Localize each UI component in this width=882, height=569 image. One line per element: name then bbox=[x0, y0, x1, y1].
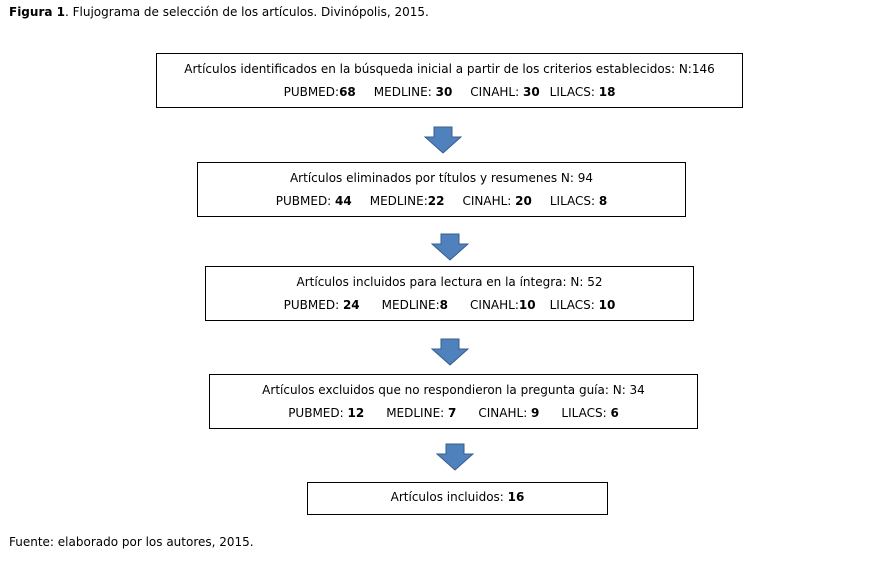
source-value: 8 bbox=[598, 194, 608, 208]
source-name: PUBMED: bbox=[288, 406, 348, 420]
flow-box-eliminated bbox=[197, 162, 686, 217]
source-name: MEDLINE: bbox=[369, 194, 428, 208]
flow-box-identified bbox=[156, 53, 743, 108]
source-value: 10 bbox=[518, 298, 536, 312]
box-title: Artículos identificados en la búsqueda inicial a partir de los criterios establecidos: N:146 bbox=[184, 62, 715, 76]
source-name: CINAHL: bbox=[470, 298, 519, 312]
source-pubmed bbox=[276, 194, 352, 208]
source-value: 44 bbox=[335, 194, 352, 208]
source-medline bbox=[370, 194, 445, 208]
source-name: PUBMED: bbox=[283, 85, 340, 99]
source-name: MEDLINE: bbox=[373, 85, 436, 99]
source-cinahl bbox=[462, 194, 531, 208]
box-title bbox=[308, 490, 607, 504]
source-cinahl bbox=[470, 85, 539, 99]
source-value: 20 bbox=[515, 194, 532, 208]
source-medline bbox=[374, 85, 453, 99]
figure-caption-text: . Flujograma de selección de los artículos. Divinópolis, 2015. bbox=[65, 5, 429, 19]
figure-label: Figura 1 bbox=[9, 5, 65, 19]
source-name: MEDLINE: bbox=[381, 298, 440, 312]
source-pubmed bbox=[288, 406, 364, 420]
included-value: 16 bbox=[507, 490, 525, 504]
source-counts bbox=[198, 194, 685, 208]
source-name: MEDLINE: bbox=[386, 406, 449, 420]
source-name: LILACS: bbox=[549, 85, 599, 99]
source-value: 12 bbox=[347, 406, 365, 420]
figure-caption bbox=[9, 5, 429, 19]
source-value: 10 bbox=[598, 298, 616, 312]
source-name: CINAHL: bbox=[470, 85, 523, 99]
source-name: LILACS: bbox=[549, 194, 599, 208]
source-name: CINAHL: bbox=[478, 406, 532, 420]
source-note: Fuente: elaborado por los autores, 2015. bbox=[9, 535, 254, 549]
source-name: PUBMED: bbox=[275, 194, 336, 208]
down-arrow-icon bbox=[431, 233, 469, 261]
box-title: Artículos eliminados por títulos y resumenes N: 94 bbox=[289, 171, 594, 185]
source-value: 22 bbox=[427, 194, 445, 208]
source-lilacs bbox=[550, 298, 616, 312]
down-arrow-icon bbox=[424, 126, 462, 154]
source-counts bbox=[206, 298, 693, 312]
flow-box-excluded bbox=[209, 374, 698, 429]
source-value: 8 bbox=[439, 298, 449, 312]
source-lilacs bbox=[561, 406, 618, 420]
source-value: 7 bbox=[448, 406, 457, 420]
source-cinahl bbox=[470, 298, 536, 312]
source-name: LILACS: bbox=[561, 406, 611, 420]
source-pubmed bbox=[284, 85, 356, 99]
source-pubmed bbox=[284, 298, 360, 312]
source-name: CINAHL: bbox=[462, 194, 516, 208]
down-arrow-icon bbox=[431, 338, 469, 366]
source-lilacs bbox=[550, 85, 616, 99]
source-counts bbox=[157, 85, 742, 99]
source-name: PUBMED: bbox=[283, 298, 343, 312]
flow-box-included bbox=[307, 482, 608, 515]
box-title: Artículos excluidos que no respondieron la pregunta guía: N: 34 bbox=[262, 383, 645, 397]
flow-box-full-text bbox=[205, 266, 694, 321]
source-medline bbox=[386, 406, 456, 420]
source-value: 18 bbox=[598, 85, 616, 99]
source-value: 68 bbox=[339, 85, 356, 99]
source-value: 24 bbox=[342, 298, 360, 312]
source-counts bbox=[210, 406, 697, 420]
source-value: 30 bbox=[435, 85, 453, 99]
source-name: LILACS: bbox=[549, 298, 599, 312]
included-label: Artículos incluidos: bbox=[390, 490, 508, 504]
down-arrow-icon bbox=[436, 443, 474, 471]
source-value: 9 bbox=[531, 406, 540, 420]
source-value: 30 bbox=[522, 85, 540, 99]
box-title: Artículos incluidos para lectura en la íntegra: N: 52 bbox=[296, 275, 603, 289]
source-medline bbox=[382, 298, 448, 312]
source-value: 6 bbox=[610, 406, 619, 420]
source-lilacs bbox=[550, 194, 607, 208]
source-cinahl bbox=[478, 406, 539, 420]
